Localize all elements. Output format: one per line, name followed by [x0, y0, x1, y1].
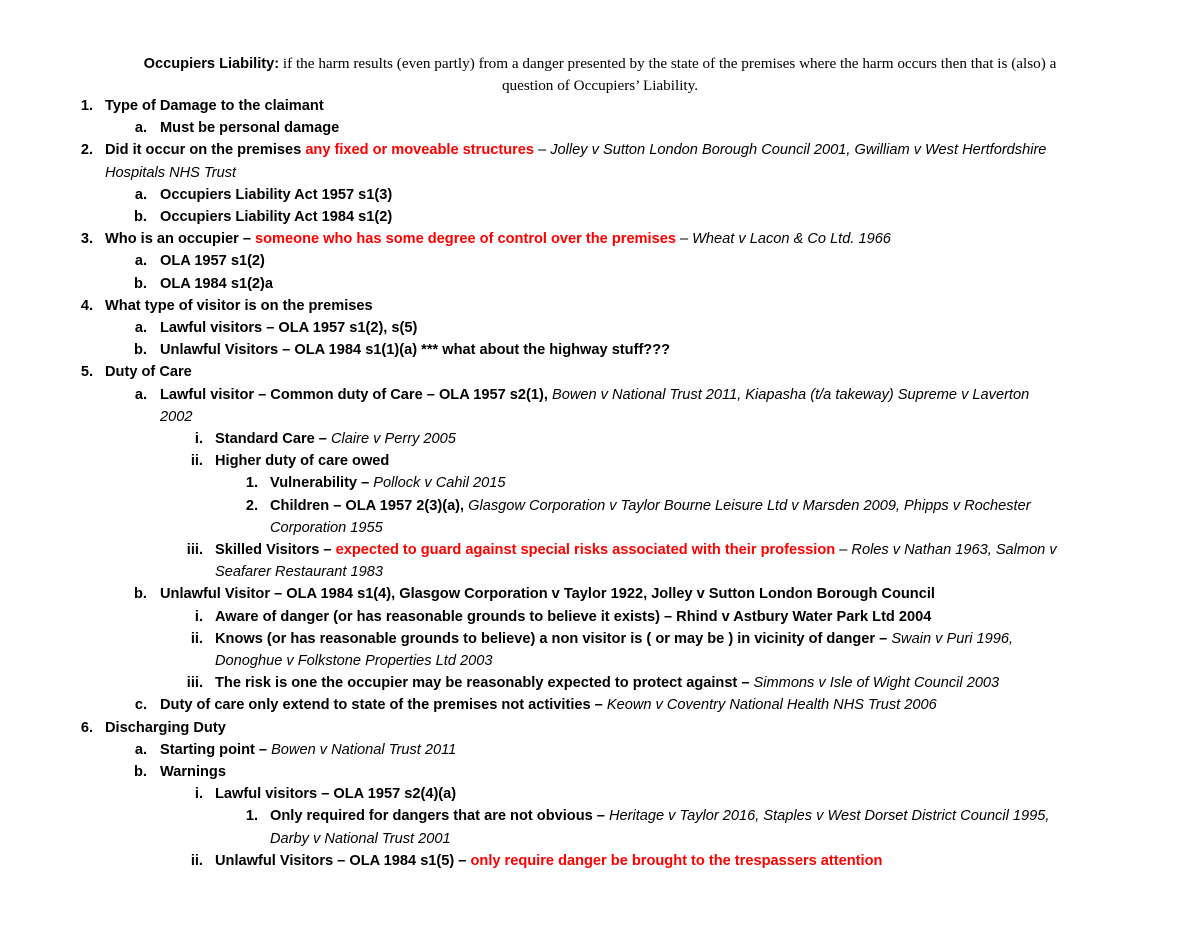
highlighted-text: someone who has some degree of control over the premises — [255, 231, 676, 247]
case-citation: Donoghue v Folkstone Properties Ltd 2003 — [215, 653, 493, 669]
case-citation: Darby v National Trust 2001 — [270, 831, 451, 847]
list-item-text — [270, 805, 1049, 827]
list-item-text — [105, 139, 1046, 161]
list-item-text — [160, 184, 392, 206]
case-citation: Bowen v National Trust 2011, Kiapasha (t/a takeway) Supreme v Laverton — [551, 387, 1030, 403]
list-item-text — [215, 850, 882, 872]
list-marker: b. — [134, 586, 147, 602]
highlighted-text: any fixed or moveable structures — [305, 142, 535, 158]
item-text: Standard Care – — [215, 431, 331, 447]
case-citation: Heritage v Taylor 2016, Staples v West Dorset District Council 1995, — [608, 808, 1050, 824]
list-marker: b. — [134, 209, 147, 225]
case-citation: Swain v Puri 1996, — [891, 631, 1014, 647]
list-item-text — [160, 317, 417, 339]
item-text: Warnings — [160, 764, 226, 780]
case-citation: Pollock v Cahil 2015 — [373, 475, 506, 491]
item-text: Who is an occupier – — [105, 231, 256, 247]
list-marker: iii. — [186, 542, 203, 558]
case-citation: 2002 — [160, 409, 193, 425]
list-item-text — [160, 273, 273, 295]
item-text: Starting point – — [160, 742, 272, 758]
list-item-text — [215, 606, 931, 628]
list-marker: 1. — [80, 98, 93, 114]
list-marker: 4. — [80, 298, 93, 314]
list-marker: iii. — [186, 675, 203, 691]
intro-paragraph — [60, 53, 1140, 97]
list-item-text — [160, 583, 935, 605]
list-item-text — [105, 162, 236, 184]
list-item-text — [105, 361, 192, 383]
item-text: Must be personal damage — [160, 120, 340, 136]
intro-text-continued: question of Occupiers’ Liability. — [501, 77, 699, 94]
list-marker: i. — [194, 786, 203, 802]
item-text: Unlawful Visitors – OLA 1984 s1(5) – — [215, 853, 471, 869]
list-item-text — [215, 650, 492, 672]
list-item-text — [160, 694, 937, 716]
list-item-text — [215, 672, 999, 694]
list-marker: b. — [134, 764, 147, 780]
list-marker: c. — [134, 697, 147, 713]
item-text: Unlawful Visitor – OLA 1984 s1(4), Glasgow Corporation v Taylor 1922, Jolley v Sutton London Borough Council — [160, 586, 935, 602]
item-text: OLA 1957 s1(2) — [160, 253, 265, 269]
list-item-text — [160, 384, 1029, 406]
intro-heading: Occupiers Liability: — [143, 56, 280, 72]
item-text: Vulnerability – — [270, 475, 374, 491]
list-item-text — [105, 228, 891, 250]
list-item-text — [270, 517, 383, 539]
list-item-text — [160, 761, 226, 783]
list-item-text — [160, 406, 192, 428]
highlighted-text: expected to guard against special risks associated with their profession — [335, 542, 836, 558]
list-marker: i. — [194, 609, 203, 625]
intro-text: if the harm results (even partly) from a danger presented by the state of the premises where the harm occurs then that is (also) a — [282, 55, 1057, 72]
case-citation: Keown v Coventry National Health NHS Trust 2006 — [606, 697, 937, 713]
item-text: Did it occur on the premises — [105, 142, 306, 158]
list-item-text — [215, 628, 1013, 650]
item-text: Lawful visitor – Common duty of Care – OLA 1957 s2(1), — [160, 387, 552, 403]
list-marker: a. — [134, 253, 147, 269]
list-item-text — [160, 739, 456, 761]
list-marker: 2. — [245, 498, 258, 514]
item-text: Children – OLA 1957 2(3)(a), — [270, 498, 469, 514]
list-item-text — [160, 339, 670, 361]
list-marker: i. — [194, 431, 203, 447]
list-item-text — [215, 561, 383, 583]
item-text: Occupiers Liability Act 1984 s1(2) — [160, 209, 393, 225]
list-marker: a. — [134, 387, 147, 403]
list-marker: ii. — [190, 453, 203, 469]
item-text: Duty of care only extend to state of the premises not activities – — [160, 697, 607, 713]
case-citation: Hospitals NHS Trust — [105, 165, 237, 181]
list-marker: 2. — [80, 142, 93, 158]
list-item-text — [160, 117, 339, 139]
list-marker: a. — [134, 320, 147, 336]
list-item-text — [215, 450, 389, 472]
list-item-text — [160, 250, 265, 272]
list-marker: ii. — [190, 631, 203, 647]
list-marker: 1. — [245, 475, 258, 491]
item-text: What type of visitor is on the premises — [105, 298, 373, 314]
list-item-text — [105, 717, 226, 739]
list-item-text — [270, 828, 451, 850]
case-citation: – Roles v Nathan 1963, Salmon v — [835, 542, 1057, 558]
item-text: Unlawful Visitors – OLA 1984 s1(1)(a) *** what about the highway stuff??? — [160, 342, 671, 358]
list-item-text — [215, 539, 1057, 561]
item-text: Aware of danger (or has reasonable grounds to believe it exists) – Rhind v Astbury Water Park Ltd 2004 — [215, 609, 932, 625]
item-text: Discharging Duty — [105, 720, 226, 736]
case-citation: – Jolley v Sutton London Borough Council 2001, Gwilliam v West Hertfordshire — [534, 142, 1047, 158]
list-marker: a. — [134, 742, 147, 758]
item-text: OLA 1984 s1(2)a — [160, 276, 274, 292]
item-text: Skilled Visitors – — [215, 542, 336, 558]
list-marker: 5. — [80, 364, 93, 380]
list-marker: b. — [134, 342, 147, 358]
list-marker: 1. — [245, 808, 258, 824]
list-marker: ii. — [190, 853, 203, 869]
item-text: Occupiers Liability Act 1957 s1(3) — [160, 187, 393, 203]
case-citation: Simmons v Isle of Wight Council 2003 — [753, 675, 1000, 691]
item-text: Type of Damage to the claimant — [105, 98, 324, 114]
item-text: Lawful visitors – OLA 1957 s2(4)(a) — [215, 786, 457, 802]
list-item-text — [215, 428, 456, 450]
item-text: Higher duty of care owed — [215, 453, 390, 469]
item-text: Knows (or has reasonable grounds to believe) a non visitor is ( or may be ) in vicinity of danger – — [215, 631, 892, 647]
case-citation: Glasgow Corporation v Taylor Bourne Leisure Ltd v Marsden 2009, Phipps v Rochester — [468, 498, 1031, 514]
item-text: Only required for dangers that are not obvious – — [270, 808, 609, 824]
list-marker: 6. — [80, 720, 93, 736]
list-marker: 3. — [80, 231, 93, 247]
list-marker: a. — [134, 120, 147, 136]
case-citation: Claire v Perry 2005 — [330, 431, 456, 447]
list-item-text — [270, 472, 506, 494]
case-citation: – Wheat v Lacon & Co Ltd. 1966 — [675, 231, 891, 247]
list-item-text — [215, 783, 456, 805]
case-citation: Corporation 1955 — [270, 520, 383, 536]
list-item-text — [105, 295, 373, 317]
highlighted-text: only require danger be brought to the trespassers attention — [470, 853, 883, 869]
case-citation: Bowen v National Trust 2011 — [271, 742, 457, 758]
list-item-text — [270, 495, 1031, 517]
list-marker: b. — [134, 276, 147, 292]
item-text: The risk is one the occupier may be reasonably expected to protect against – — [215, 675, 754, 691]
item-text: Lawful visitors – OLA 1957 s1(2), s(5) — [160, 320, 418, 336]
list-item-text — [160, 206, 392, 228]
list-marker: a. — [134, 187, 147, 203]
item-text: Duty of Care — [105, 364, 192, 380]
case-citation: Seafarer Restaurant 1983 — [215, 564, 383, 580]
list-item-text — [105, 95, 324, 117]
